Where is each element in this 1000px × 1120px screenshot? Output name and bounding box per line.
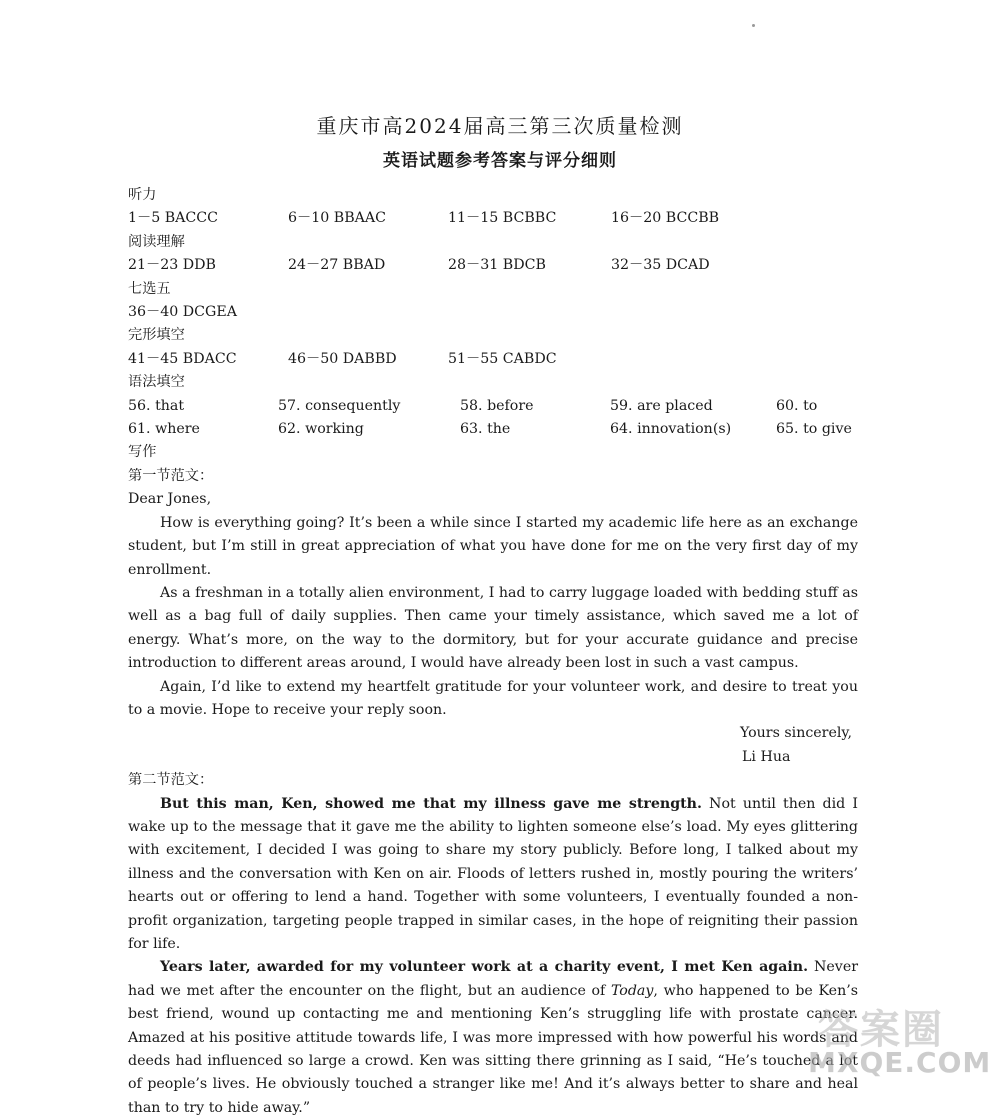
letter-paragraph: How is everything going? It’s been a while since I started my academic life here as an exchange student, but I’m still in great appreciation of what you have done for me on the very first day of my enrollment. [128,514,858,578]
grammar-answer: 61. where [128,421,200,438]
grammar-answer: 57. consequently [278,397,401,414]
watermark-url: MXQE.COM [808,1046,992,1079]
writing-part1-label: 第一节范文： [128,467,214,484]
answer-content [128,184,858,1120]
grammar-answers-row-1 [128,395,858,418]
grammar-answer: 63. the [460,421,511,438]
grammar-answers-row-2 [128,418,858,441]
answer-group: 41－45 BDACC [128,350,237,367]
program-title: Today [610,982,654,999]
section-label-reading: 阅读理解 [128,233,185,250]
grammar-answer: 64. innovation(s) [610,421,732,438]
story-lead-sentence: But this man, Ken, showed me that my illness gave me strength. [160,795,702,812]
answer-group: 51－55 CABDC [448,350,557,367]
story-paragraph-2 [128,956,858,1120]
letter-greeting: Dear Jones, [128,491,212,508]
letter-paragraph: As a freshman in a totally alien environment, I had to carry luggage loaded with bedding stuff as well as a bag full of daily supplies. Then came your timely assistance, which saved me a lot of energy. What’s more, on the way to the dormitory, but for your accurate guidance and precise introduction to different areas around, I would have already been lost in such a vast campus. [128,584,858,672]
letter-signature: Li Hua [742,748,791,765]
answer-group: 32－35 DCAD [611,257,710,274]
story-text: Not until then did I wake up to the message that it gave me the ability to lighten someone else’s load. My eyes glittering with excitement, I decided I was going to share my story publicly. Before long, I talked about my illness and the conversation with Ken on air. Floods of letters rushed in, mostly pouring the writers’ hearts out or offering to lend a hand. Together with some volunteers, I eventually founded a non-profit organization, targeting people trapped in similar cases, in the hope of reigniting their passion for life. [128,795,858,952]
answer-group: 1－5 BACCC [128,210,218,227]
cloze-answers [128,348,858,371]
grammar-answer: 58. before [460,397,534,414]
writing-part2-label: 第二节范文： [128,772,214,789]
scan-speck [752,24,755,27]
section-label-listening: 听力 [128,187,157,203]
answer-group: 21－23 DDB [128,257,216,274]
page-title: 重庆市高2024届高三第三次质量检测 [316,114,684,138]
answer-group: 28－31 BDCB [448,257,546,274]
answer-group: 11－15 BCBBC [448,210,557,227]
answer-group: 16－20 BCCBB [611,210,720,227]
story-lead-sentence: Years later, awarded for my volunteer work at a charity event, I met Ken again. [160,959,809,976]
reading-answers [128,254,858,277]
story-paragraph-1 [128,793,858,957]
section-label-writing: 写作 [128,444,157,461]
letter-paragraph: Again, I’d like to extend my heartfelt gratitude for your volunteer work, and desire to treat you to a movie. Hope to receive your reply soon. [128,678,858,718]
section-label-seven-choose-five: 七选五 [128,280,171,297]
answer-group: 6－10 BBAAC [288,210,386,227]
story-text: Never had we met after the encounter on the flight, but an audience of [128,959,858,999]
grammar-answer: 56. that [128,397,185,414]
section-label-grammar: 语法填空 [128,374,185,391]
answer-group: 24－27 BBAD [288,257,386,274]
answer-group: 46－50 DABBD [288,350,397,367]
page-subtitle: 英语试题参考答案与评分细则 [383,151,617,171]
section-label-cloze: 完形填空 [128,327,185,344]
seven-choose-five-answers [128,301,858,324]
grammar-answer: 60. to [776,397,818,414]
grammar-answer: 59. are placed [610,397,713,414]
site-watermark [808,998,998,1090]
watermark-logo-text: 答案圈 [818,1007,944,1053]
letter-closing: Yours sincerely, [740,725,853,742]
grammar-answer: 62. working [278,421,364,438]
listening-answers [128,207,858,230]
story-text: , who happened to be Ken’s best friend, wound up contacting me and mentioning Ken’s struggling life with prostate cancer. Amazed at his positive attitude towards life, I was more impressed with how powerful his words and deeds had influenced so large a crowd. Ken was sitting there grinning as I said, “He’s touched a lot of people’s lives. He obviously touched a stranger like me! And it’s always better to share and heal than to try to hide away.” [128,982,859,1116]
answer-group: 36－40 DCGEA [128,304,237,321]
grammar-answer: 65. to give [776,421,852,438]
